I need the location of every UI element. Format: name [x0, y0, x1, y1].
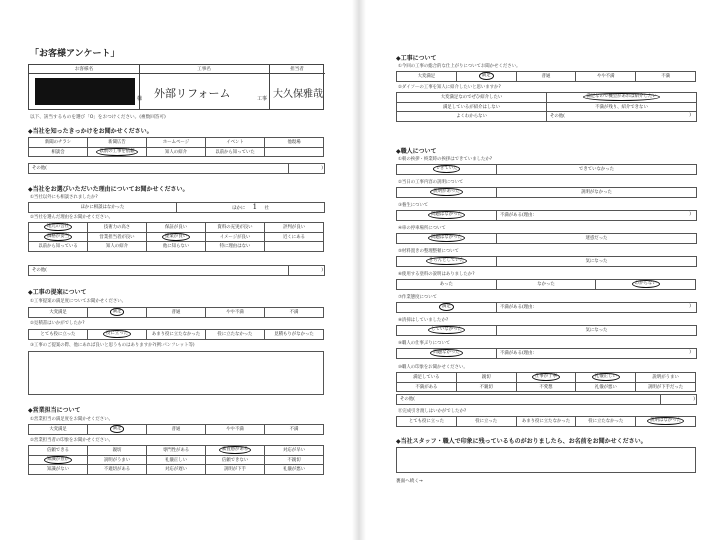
- instruction-text: 以下、該当するものを選び「O」をおつけください。(複数回答可): [30, 115, 166, 120]
- s6-q4-options: [396, 233, 697, 244]
- s4-satisfaction-option[interactable]: やや不満: [206, 425, 265, 435]
- s6-q5: ⑤材料置きの整理整頓について: [398, 249, 459, 254]
- s2-option[interactable]: 提案が良い: [147, 232, 206, 242]
- honorific-label: 様: [137, 96, 143, 102]
- s2-q2: ②当社を選んだ理由をお聞かせください。: [30, 215, 113, 220]
- s6-q11: ⑪完成引き渡しはいかがでしたか?: [398, 409, 467, 414]
- s4-impression-option[interactable]: 知識がない: [29, 465, 88, 475]
- header-staff-label: 担当者: [269, 65, 325, 74]
- s2-option[interactable]: 以前から知っている: [29, 242, 88, 252]
- s4-impression-option[interactable]: 対応が遅い: [147, 465, 206, 475]
- s4-impression-option[interactable]: 親切: [88, 446, 147, 456]
- s2-option[interactable]: 営業担当者が良い: [88, 232, 147, 242]
- s6-q9: ⑨職人の仕事ぶりについて: [398, 341, 451, 346]
- s6-q10: ⑩職人の印象をお聞かせください。: [398, 365, 468, 370]
- section1-grid: [28, 137, 324, 157]
- s6-q2: ②当日の工事内容の説明について: [398, 180, 464, 185]
- s4-impression-row: [29, 455, 324, 465]
- s4-impression-row: [29, 465, 324, 475]
- s4-impression-option[interactable]: 不親切: [265, 455, 324, 465]
- s1-option[interactable]: 新聞広告: [88, 138, 147, 148]
- s2-row: [29, 232, 324, 242]
- s6-q2-option[interactable]: 説明があった: [397, 188, 497, 198]
- s1-option[interactable]: 以前から知っていた: [206, 147, 265, 157]
- redacted-customer-name: [35, 78, 135, 105]
- s2-q1: ①当社以外にも相談されましたか?: [30, 195, 98, 200]
- s4-impression-option[interactable]: 信頼できる: [29, 446, 88, 456]
- s6-q3-options: [396, 210, 697, 221]
- s4-satisfaction-row: [29, 425, 324, 435]
- s2-q1-other: ほかに 1 社: [177, 203, 325, 213]
- s6-q1-option[interactable]: できていなかった: [497, 165, 697, 175]
- s4-impression-option[interactable]: 信頼できない: [206, 455, 265, 465]
- s6-other-close: ): [661, 395, 697, 405]
- s6-q6-option[interactable]: なかった: [496, 280, 596, 290]
- s6-impression-option[interactable]: 礼儀正しい: [576, 373, 636, 383]
- s6-q7-options: [396, 302, 697, 313]
- s3-estimate-option[interactable]: とても役に立った: [29, 330, 88, 340]
- right-page: [360, 0, 720, 540]
- s5-finish-option[interactable]: 大変満足: [397, 72, 457, 82]
- s6-q5-option[interactable]: 気になった: [497, 257, 697, 267]
- s4-impression-option[interactable]: 素直感がある: [206, 446, 265, 456]
- work-name-handwritten: 外部リフォーム: [154, 87, 231, 100]
- s5-recommend-row: [397, 93, 697, 103]
- s6-q5-option[interactable]: きちんとしていた: [397, 257, 497, 267]
- section2-other-row: [28, 265, 325, 276]
- s6-handover-option[interactable]: 説明はなかった: [636, 417, 696, 427]
- s3-satisfaction-option[interactable]: 満足: [88, 308, 147, 318]
- s3-satisfaction-option[interactable]: 大変満足: [29, 308, 88, 318]
- s6-impression-option[interactable]: 不愛想: [516, 382, 576, 392]
- s4-impression-option[interactable]: 対応が早い: [265, 446, 324, 456]
- s4-satisfaction-option[interactable]: 普通: [147, 425, 206, 435]
- section7-title: ◆当社スタッフ・職人で印象に残っているものがおりましたら、お名前をお聞かせください。: [396, 438, 647, 445]
- s3-q3: ③工事のご提案の際、他にあれば良いと思うものはありますか?(例:パンフレット等): [30, 343, 195, 348]
- s1-row: [29, 147, 324, 157]
- s3-q2: ②見積書はいかがでしたか?: [30, 321, 85, 326]
- s2-option[interactable]: 技術力の高さ: [88, 223, 147, 233]
- section1-title: ◆当社を知ったきっかけをお聞かせください。: [28, 128, 153, 135]
- s6-q7-option[interactable]: 不満がある(理由: ): [497, 303, 697, 313]
- survey-title: 「お客様アンケート」: [30, 49, 120, 59]
- s5-recommend-option[interactable]: 満足なので機会があれば紹介したい: [547, 93, 697, 103]
- s6-q4-option[interactable]: 問題はなかった: [397, 234, 497, 244]
- s5-recommend-row: [397, 102, 697, 112]
- s4-satisfaction-option[interactable]: 不満: [265, 425, 324, 435]
- s3-estimate-option[interactable]: 見積もりがなかった: [265, 330, 324, 340]
- s6-q5-options: [396, 256, 697, 267]
- s2-option[interactable]: 価格が妥当: [29, 232, 88, 242]
- s2-row: [29, 242, 324, 252]
- s5-finish-option[interactable]: やや不満: [576, 72, 636, 82]
- s6-q9-option[interactable]: 問題なかった: [397, 349, 497, 359]
- s2-option[interactable]: 地元の会社: [29, 223, 88, 233]
- section5-grid: [396, 92, 697, 122]
- s2-q1-row: [28, 202, 325, 213]
- s4-scale: [28, 424, 324, 435]
- s2-option[interactable]: イメージが良い: [206, 232, 265, 242]
- s6-impression-option[interactable]: 親切: [456, 373, 516, 383]
- s1-option[interactable]: 相談会: [29, 147, 88, 157]
- s4-q1: ①営業担当の満足度をお聞かせください。: [30, 417, 113, 422]
- s5-recommend-option[interactable]: よくわからない: [397, 112, 547, 122]
- s5-finish-option[interactable]: 満足: [456, 72, 516, 82]
- s6-handover-option[interactable]: 役に立たなかった: [576, 417, 636, 427]
- header-work-label: 工事名: [139, 65, 269, 74]
- s6-q6-option[interactable]: わからない: [596, 280, 696, 290]
- section6-grid: [396, 372, 696, 392]
- s1-option[interactable]: 他現場: [265, 138, 324, 148]
- s2-option[interactable]: [265, 242, 324, 252]
- s6-impression-option[interactable]: 礼儀が悪い: [576, 382, 636, 392]
- s5-finish-option[interactable]: 普通: [516, 72, 576, 82]
- s3-q3-answer-box: [28, 351, 324, 395]
- s6-q2-options: [396, 187, 697, 198]
- s6-q7: ⑦作業態度について: [398, 295, 437, 300]
- s6-q8-options: [396, 325, 697, 336]
- s6-impression-option[interactable]: 不親切: [456, 382, 516, 392]
- s1-option[interactable]: 知人の紹介: [147, 147, 206, 157]
- s7-answer-box: [396, 447, 696, 473]
- s5-recommend-option[interactable]: その他( ): [547, 112, 697, 122]
- s4-impression-option[interactable]: 説明が下手: [206, 465, 265, 475]
- work-suffix-label: 工事: [257, 96, 268, 102]
- s5-finish-option[interactable]: 不満: [636, 72, 696, 82]
- s6-q7-option[interactable]: 満足: [397, 303, 497, 313]
- s1-option[interactable]: 以前の工事を依頼: [88, 147, 147, 157]
- s6-q8-option[interactable]: 気になった: [497, 326, 697, 336]
- s6-q3-option[interactable]: 不満がある(理由: ): [497, 211, 697, 221]
- s4-q2: ②営業担当者の印象をお聞かせください。: [30, 438, 113, 443]
- s6-q3-option[interactable]: 問題はなかった: [397, 211, 497, 221]
- s6-scale: [396, 416, 696, 427]
- s3-scale1: [28, 307, 324, 318]
- section5-title: ◆工事について: [396, 55, 437, 62]
- s6-handover-option[interactable]: 役に立った: [456, 417, 516, 427]
- s3-q1: ①工事提案の満足度についてお聞かせください。: [30, 299, 127, 304]
- s6-q4-option[interactable]: 迷惑だった: [497, 234, 697, 244]
- s2-option[interactable]: 知人の紹介: [88, 242, 147, 252]
- s6-q4: ④車の停車場所について: [398, 226, 446, 231]
- s6-q8-option[interactable]: していなかった: [397, 326, 497, 336]
- s6-q8: ⑧清掃はしていましたか?: [398, 318, 449, 323]
- s6-q1: ①朝の挨拶・終業時の挨拶はできていましたか?: [398, 157, 493, 162]
- s3-satisfaction-option[interactable]: 不満: [265, 308, 324, 318]
- s1-other-label: その他(: [29, 164, 289, 174]
- s2-q1-none: ほかに相談はなかった: [29, 203, 177, 213]
- s2-option[interactable]: 資料の充実が良い: [206, 223, 265, 233]
- s6-impression-option[interactable]: 不満がある: [397, 382, 457, 392]
- s2-option[interactable]: 評判が良い: [265, 223, 324, 233]
- s6-handover-row: [397, 417, 696, 427]
- s6-q9-options: [396, 348, 697, 359]
- s2-option[interactable]: 他に知らない: [147, 242, 206, 252]
- s2-other-close: ): [289, 266, 325, 276]
- customer-header-table: [28, 64, 324, 110]
- s2-option[interactable]: 近くにある: [265, 232, 324, 242]
- s5-recommend-row: [397, 112, 697, 122]
- s3-estimate-row: [29, 330, 324, 340]
- s2-other-label: その他(: [29, 266, 289, 276]
- s1-option[interactable]: ホームページ: [147, 138, 206, 148]
- s6-impression-option[interactable]: 満足している: [397, 373, 457, 383]
- s6-q2-option[interactable]: 説明がなかった: [497, 188, 697, 198]
- section2-title: ◆当社をお選びいただいた理由についてお聞かせください。: [28, 186, 189, 193]
- s6-impression-row: [397, 373, 696, 383]
- s4-impression-option[interactable]: 礼儀正しい: [147, 455, 206, 465]
- s6-q1-options: [396, 164, 697, 175]
- s5-recommend-option[interactable]: 大変満足なのでぜひ紹介したい: [397, 93, 547, 103]
- s3-estimate-option[interactable]: 役に立った: [88, 330, 147, 340]
- s2-option[interactable]: 特に理由はない: [206, 242, 265, 252]
- s4-impression-option[interactable]: 知識が豊か: [29, 455, 88, 465]
- s6-other-label: その他(: [397, 395, 661, 405]
- section2-grid: [28, 222, 324, 252]
- s4-satisfaction-option[interactable]: 満足: [88, 425, 147, 435]
- s5-recommend-option[interactable]: 不満が残り、紹介できない: [547, 102, 697, 112]
- s2-option[interactable]: 保証が良い: [147, 223, 206, 233]
- s4-impression-option[interactable]: 礼儀が悪い: [265, 465, 324, 475]
- s3-satisfaction-row: [29, 308, 324, 318]
- s6-impression-row: [397, 382, 696, 392]
- s1-option[interactable]: [265, 147, 324, 157]
- s5-recommend-option[interactable]: 満足しているが紹介はしない: [397, 102, 547, 112]
- s2-row: [29, 223, 324, 233]
- s6-q3: ③養生について: [398, 203, 429, 208]
- s6-impression-option[interactable]: 説明がうまい: [636, 373, 696, 383]
- s6-handover-option[interactable]: とても役に立った: [397, 417, 457, 427]
- s4-satisfaction-option[interactable]: 大変満足: [29, 425, 88, 435]
- s5-q1: ①今回の工事の総合的な仕上がりについてお聞かせください。: [398, 64, 521, 69]
- s4-impression-option[interactable]: 説明がうまい: [88, 455, 147, 465]
- s6-impression-option[interactable]: 仕事が丁寧: [516, 373, 576, 383]
- s6-q6: ⑥使用する塗料の説明はありましたか?: [398, 272, 475, 277]
- section6-title: ◆職人について: [396, 148, 437, 155]
- s4-impression-option[interactable]: 不適切がある: [88, 465, 147, 475]
- s1-row: [29, 138, 324, 148]
- s6-handover-option[interactable]: あまり役に立たなかった: [516, 417, 576, 427]
- s1-option[interactable]: 新聞のチラシ: [29, 138, 88, 148]
- s3-satisfaction-option[interactable]: 普通: [147, 308, 206, 318]
- s1-option[interactable]: イベント: [206, 138, 265, 148]
- section1-other-row: [28, 163, 325, 174]
- s3-satisfaction-option[interactable]: やや不満: [206, 308, 265, 318]
- s6-q9-option[interactable]: 不満がある(理由: ): [497, 349, 697, 359]
- s6-q1-option[interactable]: できていた: [397, 165, 497, 175]
- s3-estimate-option[interactable]: 役に立たなかった: [206, 330, 265, 340]
- section4-title: ◆営業担当について: [28, 407, 81, 414]
- s5-scale: [396, 71, 696, 82]
- s4-impression-row: [29, 446, 324, 456]
- s5-q2: ②ダイソーの工事を知人に紹介したいと思いますか?: [398, 85, 501, 90]
- s6-impression-option[interactable]: 説明が下手だった: [636, 382, 696, 392]
- section4-grid: [28, 445, 324, 475]
- s6-q6-option[interactable]: あった: [397, 280, 497, 290]
- header-customer-label: お客様名: [29, 65, 139, 74]
- continue-to-back: 裏面へ続く→: [396, 479, 423, 484]
- s3-scale2: [28, 329, 324, 340]
- s1-other-close: ): [289, 164, 325, 174]
- s3-estimate-option[interactable]: あまり役に立たなかった: [147, 330, 206, 340]
- s4-impression-option[interactable]: 専門性がある: [147, 446, 206, 456]
- section3-title: ◆工事の提案について: [28, 289, 87, 296]
- s6-q6-options: [396, 279, 696, 290]
- s6-other-row: [396, 394, 697, 405]
- staff-name-handwritten: 大久保雅哉: [273, 89, 323, 100]
- s5-finish-row: [397, 72, 696, 82]
